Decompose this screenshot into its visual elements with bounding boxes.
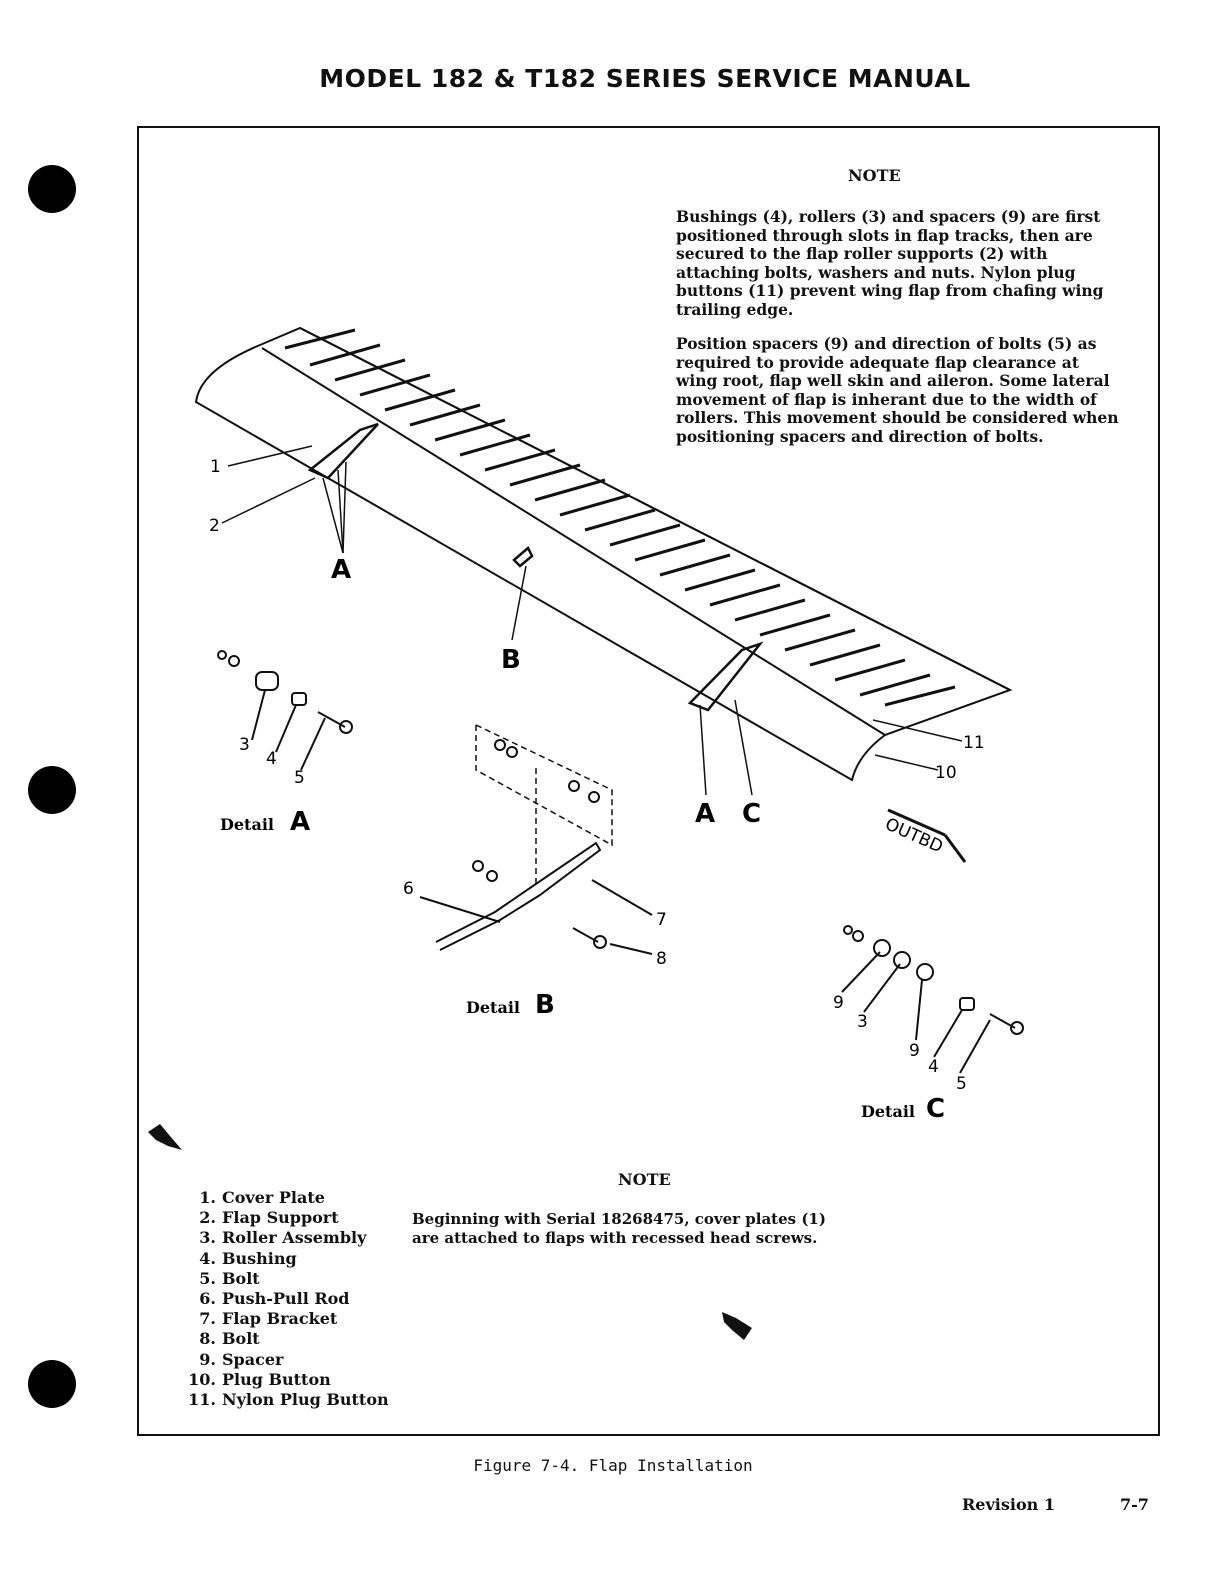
callout-9-right: 9 xyxy=(909,1041,920,1061)
legend-item: 6. Push-Pull Rod xyxy=(199,1289,350,1309)
callout-6: 6 xyxy=(403,879,414,899)
bottom-note-line-2: are attached to flaps with recessed head screws. xyxy=(412,1229,818,1247)
callout-3-detail-c: 3 xyxy=(857,1012,868,1032)
legend-item: 7. Flap Bracket xyxy=(199,1309,338,1329)
detail-a-word: Detail xyxy=(220,815,274,834)
footer-page-number: 7-7 xyxy=(1120,1495,1149,1514)
legend-item: 10. Plug Button xyxy=(188,1369,331,1389)
callout-8: 8 xyxy=(656,949,667,969)
callout-7: 7 xyxy=(656,910,667,930)
callout-4-detail-c: 4 xyxy=(928,1057,939,1077)
footer-revision: Revision 1 xyxy=(962,1495,1055,1514)
callout-b: B xyxy=(501,645,521,675)
callout-c: C xyxy=(742,799,762,829)
top-note-paragraph-2: Position spacers (9) and direction of bolts (5) as required to provide adequate flap clearance at wing root, flap well skin and aileron. Some lateral movement of flap is inherant due to the width of rollers. This movement should be considered when positioning spacers and direction of bolts. xyxy=(676,334,1119,446)
callout-3-detail-a: 3 xyxy=(239,735,250,755)
bottom-note-line-1: Beginning with Serial 18268475, cover plates (1) xyxy=(412,1210,826,1228)
callout-a-right: A xyxy=(695,799,716,829)
legend-item: 2. Flap Support xyxy=(199,1208,339,1228)
callout-2: 2 xyxy=(209,516,220,536)
callout-11: 11 xyxy=(963,733,985,753)
leader-lines xyxy=(222,446,962,795)
detail-c-hardware xyxy=(842,926,1023,1073)
callout-5-detail-c: 5 xyxy=(956,1074,967,1094)
legend-item: 11. Nylon Plug Button xyxy=(188,1390,389,1410)
detail-c-letter: C xyxy=(926,1094,946,1124)
callout-5-detail-a: 5 xyxy=(294,768,305,788)
bottom-note-body xyxy=(412,1210,932,1248)
legend-item: 1. Cover Plate xyxy=(199,1188,325,1207)
legend-item: 3. Roller Assembly xyxy=(199,1228,367,1248)
detail-c-word: Detail xyxy=(861,1102,915,1121)
legend-item: 8. Bolt xyxy=(199,1329,260,1349)
legend-item: 5. Bolt xyxy=(199,1268,260,1288)
detail-a-letter: A xyxy=(290,807,311,837)
callout-1: 1 xyxy=(210,457,221,477)
detail-b-word: Detail xyxy=(466,998,520,1017)
callout-a-left: A xyxy=(331,555,352,585)
bottom-note-title: NOTE xyxy=(618,1170,671,1189)
legend-item: 9. Spacer xyxy=(199,1349,284,1369)
callout-9-left: 9 xyxy=(833,993,844,1013)
legend-item: 4. Bushing xyxy=(199,1248,297,1268)
outbd-label: OUTBD xyxy=(881,814,946,858)
callout-10: 10 xyxy=(935,763,957,783)
detail-b-letter: B xyxy=(535,990,555,1020)
revision-arrow-right xyxy=(722,1312,752,1340)
top-note-paragraph-1: Bushings (4), rollers (3) and spacers (9) are first positioned through slots in flap tracks, then are secured to the flap roller supports (2) with attaching bolts, washers and nuts. Nylon plug buttons (11) prevent wing flap from chafing wing trailing edge. xyxy=(676,207,1104,319)
callout-4-detail-a: 4 xyxy=(266,749,277,769)
revision-arrow-left xyxy=(148,1124,182,1150)
page-header-title: MODEL 182 & T182 SERIES SERVICE MANUAL xyxy=(319,64,971,93)
flap-ribs xyxy=(285,330,955,705)
figure-caption: Figure 7-4. Flap Installation xyxy=(473,1456,753,1475)
parts-legend xyxy=(182,1188,389,1410)
top-note-title: NOTE xyxy=(848,166,901,185)
